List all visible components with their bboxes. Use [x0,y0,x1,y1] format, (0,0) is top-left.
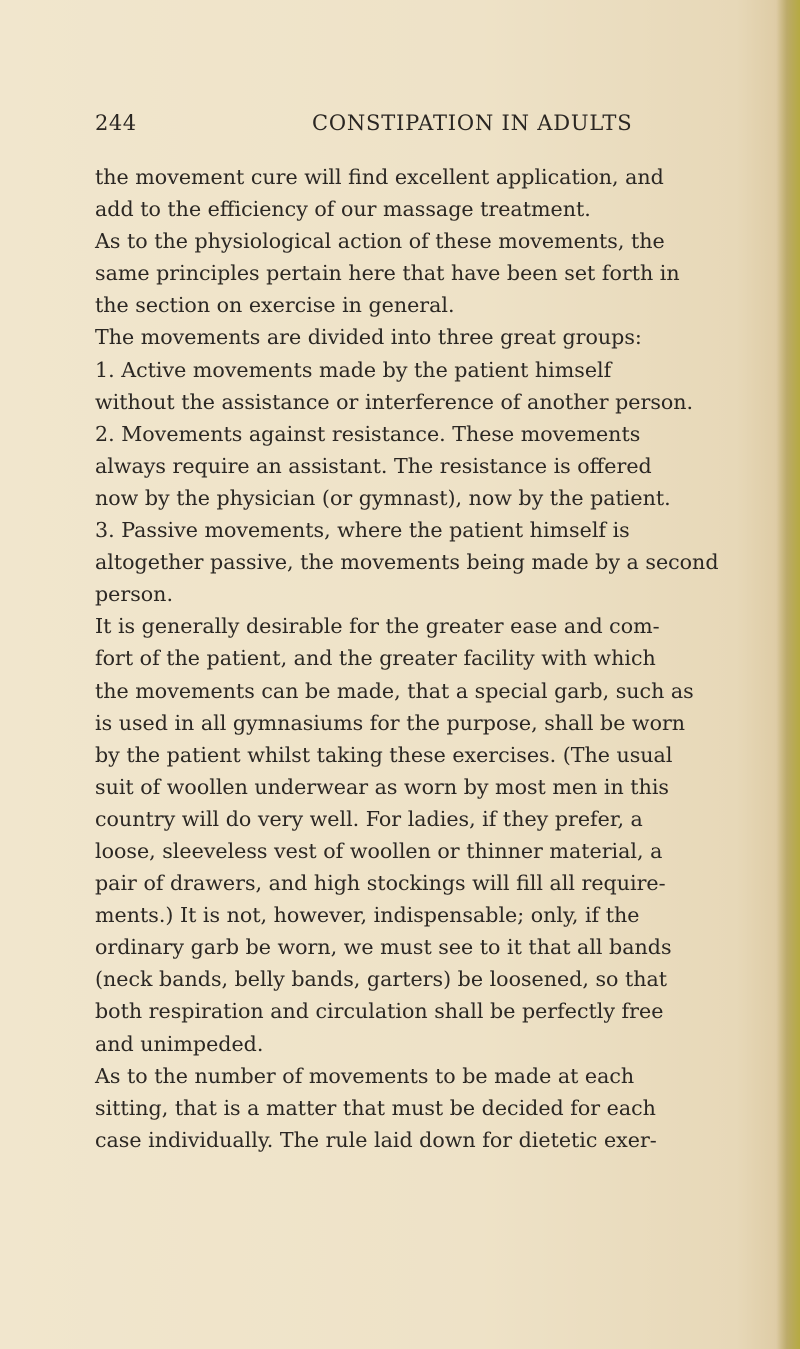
text-line-12: 3. Passive movements, where the patient himself is [95,518,630,543]
text-line-28: and unimpeded. [95,1031,264,1056]
text-line-25: ordinary garb be worn, we must see to it that all bands [95,935,672,960]
text-line-19: by the patient whilst taking these exercises. (The usual [95,742,673,767]
text-line-7: 1. Active movements made by the patient himself [95,357,612,382]
page-header [95,103,695,143]
text-line-14: person. [95,582,173,607]
text-line-20: suit of woollen underwear as worn by most men in this [95,774,669,799]
page-edge-shadow [776,0,800,1349]
text-line-29: As to the number of movements to be made at each [95,1063,635,1088]
text-line-21: country will do very well. For ladies, if they prefer, a [95,806,643,831]
text-line-15: It is generally desirable for the greater ease and com- [95,614,660,639]
text-line-8: without the assistance or interference of another person. [95,389,694,414]
text-line-5: the section on exercise in general. [95,293,455,318]
text-line-2: add to the efficiency of our massage treatment. [95,197,591,222]
text-line-23: pair of drawers, and high stockings will fill all require- [95,871,666,896]
page-number: 244 [95,111,137,135]
text-line-10: always require an assistant. The resistance is offered [95,453,652,478]
text-line-16: fort of the patient, and the greater facility with which [95,646,656,671]
text-line-9: 2. Movements against resistance. These movements [95,421,641,446]
body-text [95,161,755,1156]
text-line-1: the movement cure will find excellent application, and [95,165,664,189]
text-line-6: The movements are divided into three great groups: [95,325,642,350]
text-line-30: sitting, that is a matter that must be decided for each [95,1095,656,1120]
text-line-3: As to the physiological action of these movements, the [95,229,665,254]
text-line-31: case individually. The rule laid down for dietetic exer- [95,1127,657,1152]
text-line-26: (neck bands, belly bands, garters) be loosened, so that [95,967,668,992]
running-head: CONSTIPATION IN ADULTS [312,111,633,135]
text-line-22: loose, sleeveless vest of woollen or thinner material, a [95,838,663,863]
text-line-24: ments.) It is not, however, indispensable; only, if the [95,903,640,928]
text-line-27: both respiration and circulation shall be perfectly free [95,999,664,1024]
text-line-4: same principles pertain here that have been set forth in [95,261,680,286]
text-line-17: the movements can be made, that a special garb, such as [95,678,694,703]
text-line-13: altogether passive, the movements being made by a second [95,550,719,575]
text-line-18: is used in all gymnasiums for the purpose, shall be worn [95,710,686,735]
text-line-11: now by the physician (or gymnast), now by the patient. [95,485,671,510]
